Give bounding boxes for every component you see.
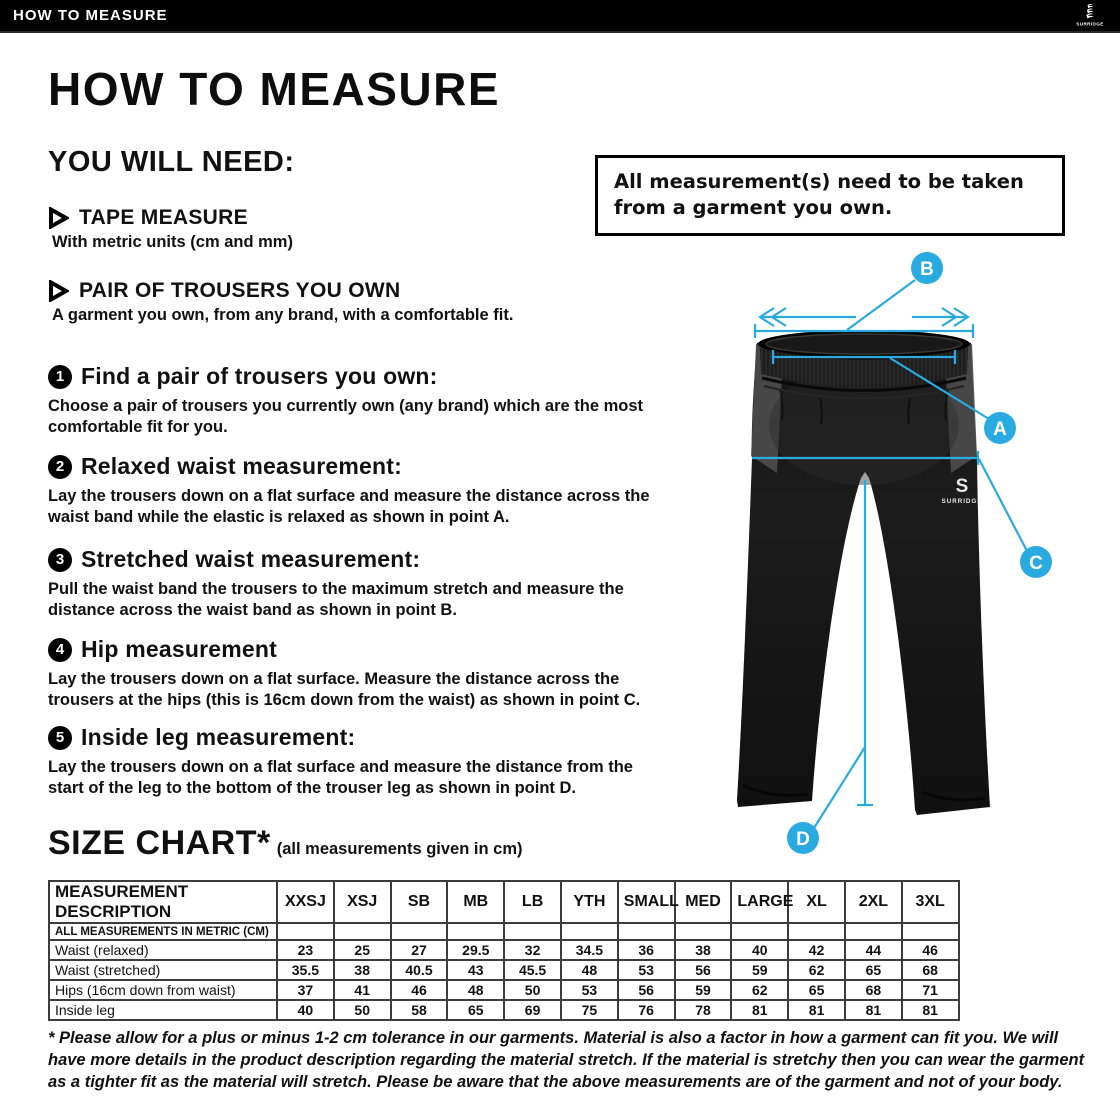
- value-cell: 81: [731, 1000, 788, 1020]
- empty-cell: [618, 923, 675, 940]
- value-cell: 48: [447, 980, 504, 1000]
- value-cell: 58: [391, 1000, 448, 1020]
- notice-box: All measurement(s) need to be taken from a garment you own.: [595, 155, 1065, 236]
- point-a-badge: A: [993, 419, 1007, 440]
- value-cell: 38: [334, 960, 391, 980]
- value-cell: 45.5: [504, 960, 561, 980]
- value-cell: 78: [675, 1000, 732, 1020]
- footnote-text: * Please allow for a plus or minus 1-2 cm tolerance in our garments. Material is also a factor in how a garment can fit you. We will have more details in the product description regarding the material stretch. If the material is stretchy then you can wear the garment as a tighter fit as the material will stretch. Please be aware that the above measurements are of the garment and not of your body.: [48, 1029, 1085, 1091]
- value-cell: 62: [788, 960, 845, 980]
- column-header: LB: [504, 881, 561, 923]
- value-cell: 32: [504, 940, 561, 960]
- table-row: [49, 980, 959, 1000]
- value-cell: 76: [618, 1000, 675, 1020]
- step-title: Inside leg measurement:: [81, 724, 356, 750]
- value-cell: 23: [277, 940, 334, 960]
- top-bar: [0, 0, 1120, 33]
- value-cell: 40: [731, 940, 788, 960]
- table-row: [49, 940, 959, 960]
- metric-note-row: [49, 923, 959, 940]
- value-cell: 41: [334, 980, 391, 1000]
- step-number-badge: 1: [48, 365, 72, 389]
- value-cell: 37: [277, 980, 334, 1000]
- value-cell: 25: [334, 940, 391, 960]
- step-title: Relaxed waist measurement:: [81, 453, 402, 479]
- triangle-bullet-icon: [48, 280, 69, 302]
- metric-note-cell: ALL MEASUREMENTS IN METRIC (CM): [49, 923, 277, 940]
- step-title: Hip measurement: [81, 636, 278, 662]
- empty-cell: [902, 923, 959, 940]
- value-cell: 75: [561, 1000, 618, 1020]
- value-cell: 34.5: [561, 940, 618, 960]
- table-row: [49, 960, 959, 980]
- empty-cell: [391, 923, 448, 940]
- step-number-badge: 4: [48, 638, 72, 662]
- value-cell: 81: [788, 1000, 845, 1020]
- column-header: MED: [675, 881, 732, 923]
- step-2: [48, 453, 663, 528]
- page-title: HOW TO MEASURE: [48, 63, 501, 115]
- value-cell: 59: [731, 960, 788, 980]
- value-cell: 50: [504, 980, 561, 1000]
- value-cell: 56: [675, 960, 732, 980]
- size-chart-title: SIZE CHART*: [48, 824, 271, 862]
- value-cell: 36: [618, 940, 675, 960]
- row-label: Waist (relaxed): [49, 940, 277, 960]
- step-body: Pull the waist band the trousers to the maximum stretch and measure the distance across the waist band as shown in point B.: [48, 580, 624, 619]
- value-cell: 81: [845, 1000, 902, 1020]
- step-1: [48, 363, 663, 438]
- column-header: 2XL: [845, 881, 902, 923]
- step-number-badge: 5: [48, 726, 72, 750]
- step-body: Lay the trousers down on a flat surface and measure the distance from the start of the leg to the bottom of the trouser leg as shown in point D.: [48, 758, 633, 797]
- value-cell: 68: [845, 980, 902, 1000]
- step-title: Stretched waist measurement:: [81, 546, 421, 572]
- need-item-desc: A garment you own, from any brand, with a comfortable fit.: [52, 306, 514, 324]
- empty-cell: [675, 923, 732, 940]
- step-number-badge: 2: [48, 455, 72, 479]
- table-row: [49, 1000, 959, 1020]
- you-will-need-heading: YOU WILL NEED:: [48, 146, 295, 178]
- step-3: [48, 546, 663, 621]
- svg-text:SURRIDGE: SURRIDGE: [941, 498, 983, 505]
- value-cell: 40: [277, 1000, 334, 1020]
- row-label: Hips (16cm down from waist): [49, 980, 277, 1000]
- value-cell: 29.5: [447, 940, 504, 960]
- step-body: Lay the trousers down on a flat surface and measure the distance across the waist band while the elastic is relaxed as shown in point A.: [48, 487, 650, 526]
- value-cell: 46: [391, 980, 448, 1000]
- value-cell: 65: [845, 960, 902, 980]
- surridge-logo-icon: [1073, 2, 1107, 30]
- size-chart-heading: [48, 824, 523, 863]
- triangle-bullet-icon: [48, 207, 69, 229]
- value-cell: 42: [788, 940, 845, 960]
- point-d-badge: D: [796, 829, 810, 850]
- step-5: [48, 724, 663, 799]
- empty-cell: [561, 923, 618, 940]
- value-cell: 53: [561, 980, 618, 1000]
- value-cell: 69: [504, 1000, 561, 1020]
- trousers-measurement-diagram: [700, 240, 1100, 870]
- value-cell: 48: [561, 960, 618, 980]
- empty-cell: [845, 923, 902, 940]
- empty-cell: [334, 923, 391, 940]
- empty-cell: [788, 923, 845, 940]
- point-b-badge: B: [920, 259, 934, 280]
- value-cell: 40.5: [391, 960, 448, 980]
- value-cell: 81: [902, 1000, 959, 1020]
- value-cell: 43: [447, 960, 504, 980]
- row-label: Inside leg: [49, 1000, 277, 1020]
- need-item-desc: With metric units (cm and mm): [52, 233, 293, 251]
- need-item-label: TAPE MEASURE: [79, 206, 248, 229]
- value-cell: 53: [618, 960, 675, 980]
- column-header: MB: [447, 881, 504, 923]
- empty-cell: [447, 923, 504, 940]
- column-header: 3XL: [902, 881, 959, 923]
- value-cell: 65: [447, 1000, 504, 1020]
- column-header: SB: [391, 881, 448, 923]
- value-cell: 44: [845, 940, 902, 960]
- value-cell: 50: [334, 1000, 391, 1020]
- empty-cell: [504, 923, 561, 940]
- column-header: XSJ: [334, 881, 391, 923]
- size-chart-table: [48, 880, 960, 1021]
- value-cell: 65: [788, 980, 845, 1000]
- column-header: XL: [788, 881, 845, 923]
- size-chart-subtitle: (all measurements given in cm): [276, 840, 523, 858]
- empty-cell: [277, 923, 334, 940]
- value-cell: 46: [902, 940, 959, 960]
- value-cell: 27: [391, 940, 448, 960]
- step-body: Choose a pair of trousers you currently own (any brand) which are the most comfortable fit for you.: [48, 397, 644, 436]
- column-header: LARGE: [731, 881, 788, 923]
- need-item-label: PAIR OF TROUSERS YOU OWN: [79, 279, 401, 302]
- top-bar-title: HOW TO MEASURE: [13, 7, 168, 24]
- value-cell: 68: [902, 960, 959, 980]
- step-body: Lay the trousers down on a flat surface. Measure the distance across the trousers at the hips (this is 16cm down from the waist) as shown in point C.: [48, 670, 641, 709]
- value-cell: 62: [731, 980, 788, 1000]
- step-4: [48, 636, 663, 711]
- column-header: MEASUREMENT DESCRIPTION: [49, 881, 277, 923]
- trousers-image: [737, 330, 990, 815]
- column-header: SMALL: [618, 881, 675, 923]
- surridge-logo-text: SURRIDGE: [1076, 21, 1104, 26]
- point-c-badge: C: [1029, 553, 1043, 574]
- svg-text:S: S: [955, 476, 969, 497]
- value-cell: 59: [675, 980, 732, 1000]
- column-header: YTH: [561, 881, 618, 923]
- value-cell: 38: [675, 940, 732, 960]
- empty-cell: [731, 923, 788, 940]
- row-label: Waist (stretched): [49, 960, 277, 980]
- step-title: Find a pair of trousers you own:: [81, 363, 438, 389]
- column-header: XXSJ: [277, 881, 334, 923]
- need-item-trousers: [48, 279, 513, 325]
- value-cell: 56: [618, 980, 675, 1000]
- value-cell: 71: [902, 980, 959, 1000]
- value-cell: 35.5: [277, 960, 334, 980]
- step-number-badge: 3: [48, 548, 72, 572]
- need-item-tape-measure: [48, 206, 293, 252]
